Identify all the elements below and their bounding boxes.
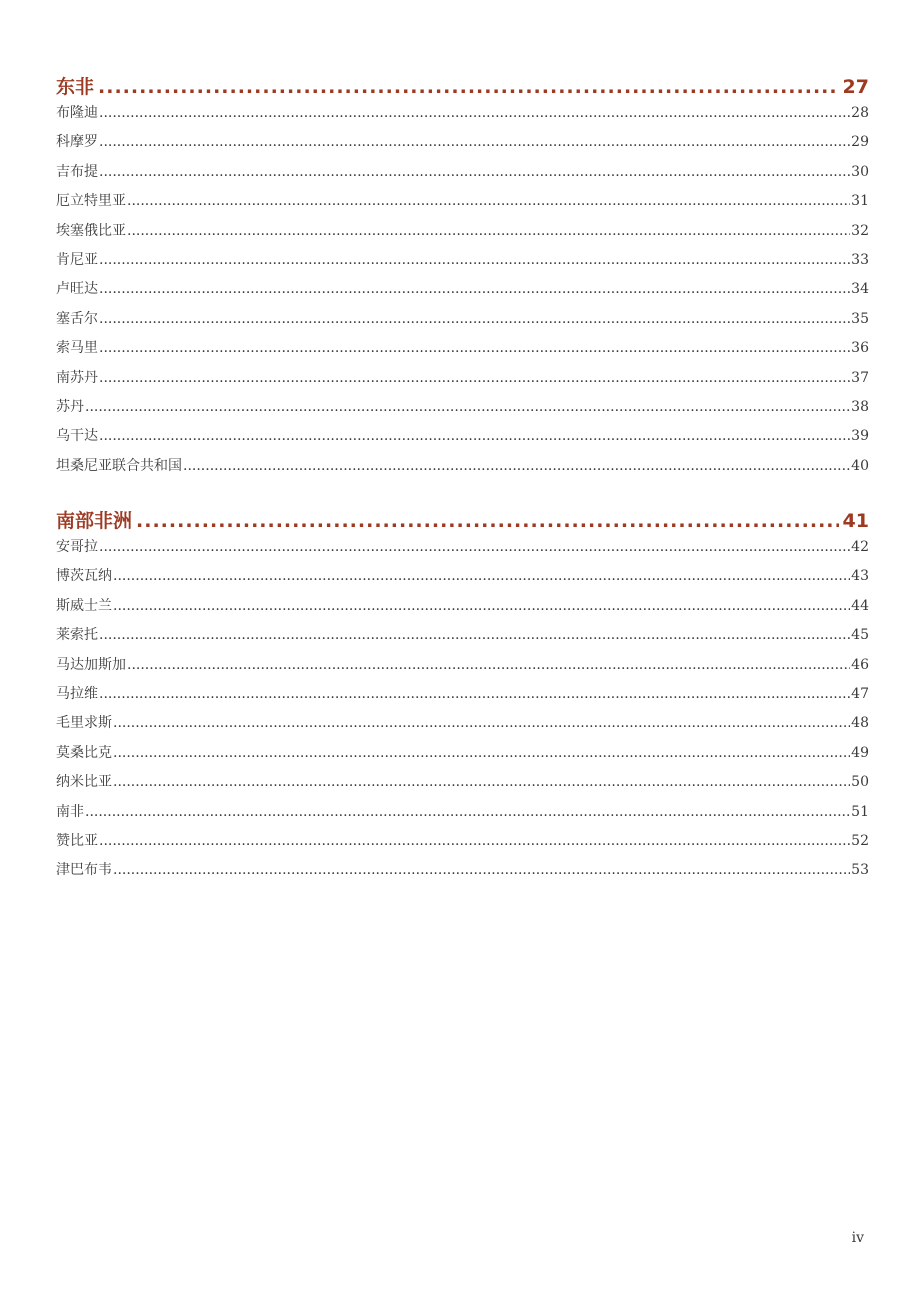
toc-section-heading[interactable] <box>56 72 869 102</box>
dot-leader <box>99 370 850 386</box>
toc-entry[interactable] <box>56 220 869 249</box>
entry-label: 纳米比亚 <box>56 774 112 791</box>
dot-leader <box>99 340 850 356</box>
toc-entry[interactable] <box>56 624 869 653</box>
dot-leader <box>113 715 850 731</box>
entry-label: 布隆迪 <box>56 105 98 121</box>
entry-page: 48 <box>851 715 869 732</box>
entry-label: 埃塞俄比亚 <box>56 222 126 239</box>
toc-entry[interactable] <box>56 278 869 307</box>
entry-label: 肯尼亚 <box>56 251 98 268</box>
dot-leader <box>127 193 850 209</box>
entry-label: 斯威士兰 <box>56 597 112 614</box>
dot-leader <box>99 627 850 643</box>
entry-page: 32 <box>851 222 869 239</box>
entry-label: 卢旺达 <box>56 281 98 298</box>
entry-page: 45 <box>851 627 869 644</box>
dot-leader <box>85 804 850 820</box>
entry-page: 33 <box>851 251 869 268</box>
dot-leader <box>99 833 850 849</box>
toc-entry[interactable] <box>56 102 869 131</box>
entry-page: 39 <box>851 428 869 445</box>
entry-page: 38 <box>851 398 869 415</box>
table-of-contents <box>56 72 869 911</box>
dot-leader <box>99 311 850 327</box>
toc-entry[interactable] <box>56 396 869 425</box>
toc-entry[interactable] <box>56 131 869 160</box>
dot-leader <box>136 510 839 532</box>
entry-label: 索马里 <box>56 340 98 357</box>
entry-label: 乌干达 <box>56 428 98 445</box>
dot-leader <box>183 458 850 474</box>
toc-entry[interactable] <box>56 536 869 565</box>
entry-label: 厄立特里亚 <box>56 193 126 210</box>
toc-entry[interactable] <box>56 161 869 190</box>
entry-page: 44 <box>851 597 869 614</box>
page-number: iv <box>851 1230 864 1246</box>
entry-page: 49 <box>851 744 869 761</box>
dot-leader <box>99 686 850 702</box>
dot-leader <box>127 657 850 673</box>
toc-entry[interactable] <box>56 830 869 859</box>
dot-leader <box>99 281 850 297</box>
toc-section-east-africa <box>56 72 869 484</box>
entry-label: 博茨瓦纳 <box>56 568 112 585</box>
entry-label: 马达加斯加 <box>56 656 126 673</box>
dot-leader <box>113 862 850 878</box>
entry-page: 40 <box>851 457 869 474</box>
entry-label: 赞比亚 <box>56 832 98 849</box>
toc-entry[interactable] <box>56 455 869 484</box>
dot-leader <box>99 105 850 121</box>
entry-page: 52 <box>851 832 869 849</box>
dot-leader <box>113 745 850 761</box>
toc-entry[interactable] <box>56 859 869 888</box>
entry-page: 47 <box>851 686 869 703</box>
entry-page: 51 <box>851 803 869 820</box>
dot-leader <box>113 774 850 790</box>
dot-leader <box>99 252 850 268</box>
dot-leader <box>99 539 850 555</box>
entry-label: 苏丹 <box>56 398 84 415</box>
toc-entry[interactable] <box>56 771 869 800</box>
toc-entry[interactable] <box>56 425 869 454</box>
entry-page: 29 <box>851 134 869 151</box>
toc-entry[interactable] <box>56 367 869 396</box>
entry-label: 科摩罗 <box>56 134 98 151</box>
entry-label: 安哥拉 <box>56 539 98 556</box>
entry-page: 50 <box>851 774 869 791</box>
entry-label: 吉布提 <box>56 163 98 180</box>
toc-section-heading[interactable] <box>56 506 869 536</box>
entry-page: 30 <box>851 163 869 180</box>
dot-leader <box>99 134 850 150</box>
toc-entry[interactable] <box>56 712 869 741</box>
entry-label: 津巴布韦 <box>56 862 112 879</box>
entry-label: 莱索托 <box>56 627 98 644</box>
dot-leader <box>113 598 850 614</box>
entry-label: 马拉维 <box>56 686 98 703</box>
entry-label: 莫桑比克 <box>56 744 112 761</box>
entry-page: 43 <box>851 568 869 585</box>
section-page: 41 <box>842 510 869 533</box>
section-title: 南部非洲 <box>56 510 133 533</box>
toc-entry[interactable] <box>56 683 869 712</box>
dot-leader <box>98 76 839 98</box>
toc-entry[interactable] <box>56 249 869 278</box>
dot-leader <box>99 164 850 180</box>
toc-entry[interactable] <box>56 565 869 594</box>
toc-entry[interactable] <box>56 595 869 624</box>
toc-entry[interactable] <box>56 654 869 683</box>
entry-page: 28 <box>851 105 869 121</box>
entry-page: 35 <box>851 310 869 327</box>
entry-page: 42 <box>851 539 869 556</box>
section-page: 27 <box>842 76 869 98</box>
dot-leader <box>113 568 850 584</box>
entry-label: 南非 <box>56 803 84 820</box>
entry-page: 31 <box>851 193 869 210</box>
dot-leader <box>99 428 850 444</box>
toc-entry[interactable] <box>56 801 869 830</box>
entry-page: 46 <box>851 656 869 673</box>
entry-label: 坦桑尼亚联合共和国 <box>56 457 182 474</box>
toc-entry[interactable] <box>56 190 869 219</box>
entry-label: 南苏丹 <box>56 369 98 386</box>
entry-label: 塞舌尔 <box>56 310 98 327</box>
toc-entry[interactable] <box>56 742 869 771</box>
dot-leader <box>127 223 850 239</box>
entry-page: 37 <box>851 369 869 386</box>
toc-entry[interactable] <box>56 308 869 337</box>
toc-section-southern-africa <box>56 506 869 889</box>
entry-page: 36 <box>851 340 869 357</box>
entry-label: 毛里求斯 <box>56 715 112 732</box>
dot-leader <box>85 399 850 415</box>
entry-page: 34 <box>851 281 869 298</box>
toc-entry[interactable] <box>56 337 869 366</box>
entry-page: 53 <box>851 862 869 879</box>
section-title: 东非 <box>56 76 95 98</box>
